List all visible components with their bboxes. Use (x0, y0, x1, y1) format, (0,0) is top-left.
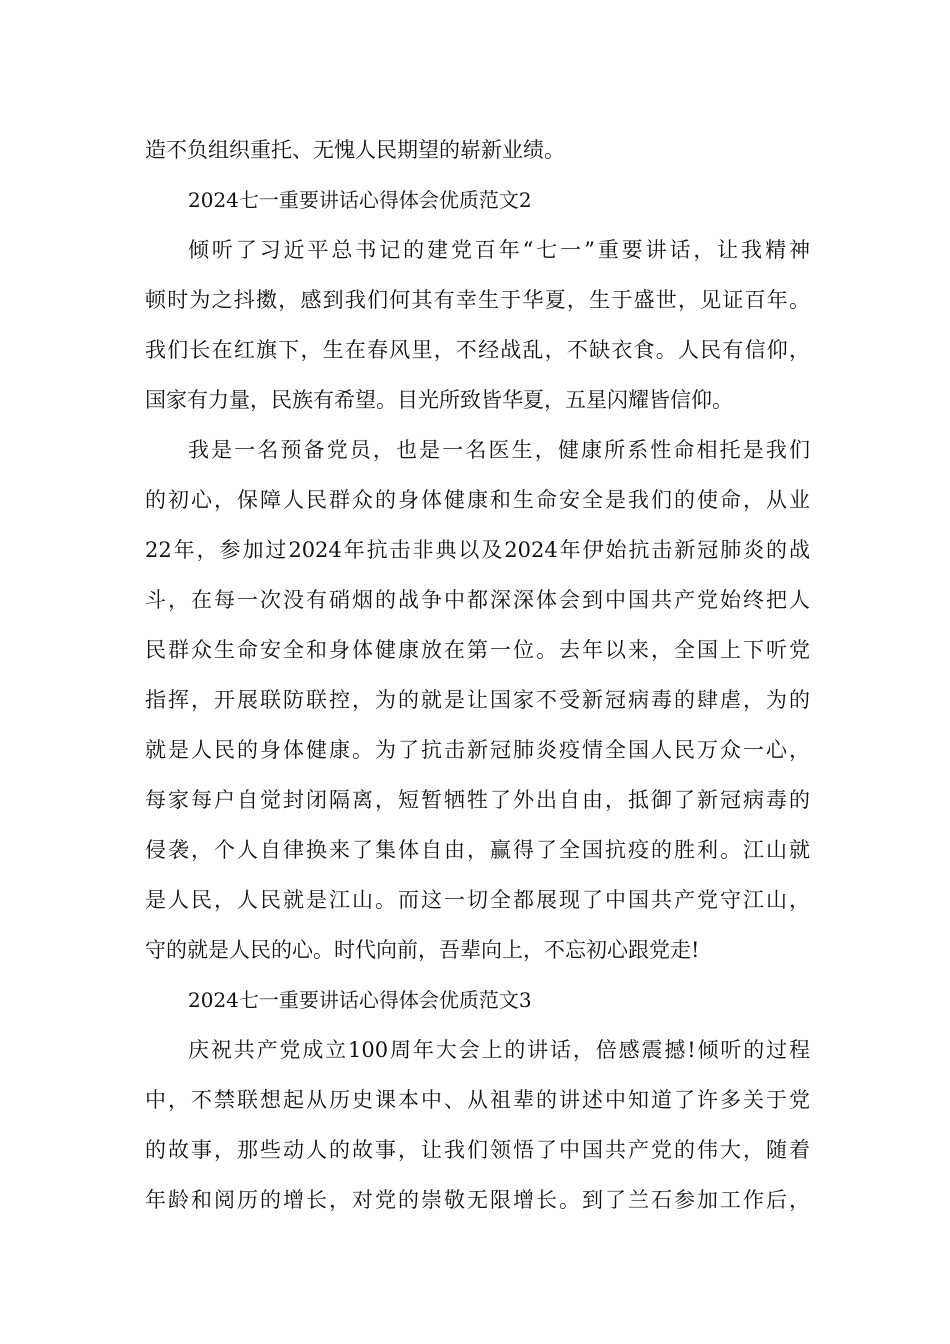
paragraph-line: 倾听了习近平总书记的建党百年“七一”重要讲话，让我精神 (188, 238, 810, 262)
paragraph-line: 的初心，保障人民群众的身体健康和生命安全是我们的使命，从业 (145, 488, 810, 512)
paragraph-line: 国家有力量，民族有希望。目光所致皆华夏，五星闪耀皆信仰。 (145, 388, 733, 412)
paragraph-line: 每家每户自觉封闭隔离，短暂牺牲了外出自由，抵御了新冠病毒的 (145, 788, 810, 812)
paragraph-line: 中，不禁联想起从历史课本中、从祖辈的讲述中知道了许多关于党 (145, 1088, 810, 1112)
section-heading-3: 2024七一重要讲话心得体会优质范文3 (188, 988, 532, 1012)
paragraph-line: 年龄和阅历的增长，对党的崇敬无限增长。到了兰石参加工作后， (145, 1188, 810, 1212)
paragraph-line: 的故事，那些动人的故事，让我们领悟了中国共产党的伟大，随着 (145, 1138, 810, 1162)
paragraph-line: 庆祝共产党成立100周年大会上的讲话，倍感震撼!倾听的过程 (188, 1038, 810, 1062)
paragraph-line: 顿时为之抖擞，感到我们何其有幸生于华夏，生于盛世，见证百年。 (145, 288, 810, 312)
paragraph-line: 我们长在红旗下，生在春风里，不经战乱，不缺衣食。人民有信仰， (145, 338, 810, 362)
paragraph-line: 我是一名预备党员，也是一名医生，健康所系性命相托是我们 (188, 438, 810, 462)
paragraph-line: 守的就是人民的心。时代向前，吾辈向上，不忘初心跟党走! (145, 938, 700, 962)
paragraph-line: 指挥，开展联防联控，为的就是让国家不受新冠病毒的肆虐，为的 (145, 688, 810, 712)
section-heading-2: 2024七一重要讲话心得体会优质范文2 (188, 188, 532, 212)
paragraph-line: 斗，在每一次没有硝烟的战争中都深深体会到中国共产党始终把人 (145, 588, 810, 612)
paragraph-line: 22年，参加过2024年抗击非典以及2024年伊始抗击新冠肺炎的战 (145, 538, 810, 562)
paragraph-line: 是人民，人民就是江山。而这一切全都展现了中国共产党守江山， (145, 888, 810, 912)
paragraph-line: 民群众生命安全和身体健康放在第一位。去年以来，全国上下听党 (145, 638, 810, 662)
paragraph-line: 侵袭，个人自律换来了集体自由，赢得了全国抗疫的胜利。江山就 (145, 838, 810, 862)
paragraph-line: 造不负组织重托、无愧人民期望的崭新业绩。 (145, 138, 565, 162)
paragraph-line: 就是人民的身体健康。为了抗击新冠肺炎疫情全国人民万众一心， (145, 738, 810, 762)
